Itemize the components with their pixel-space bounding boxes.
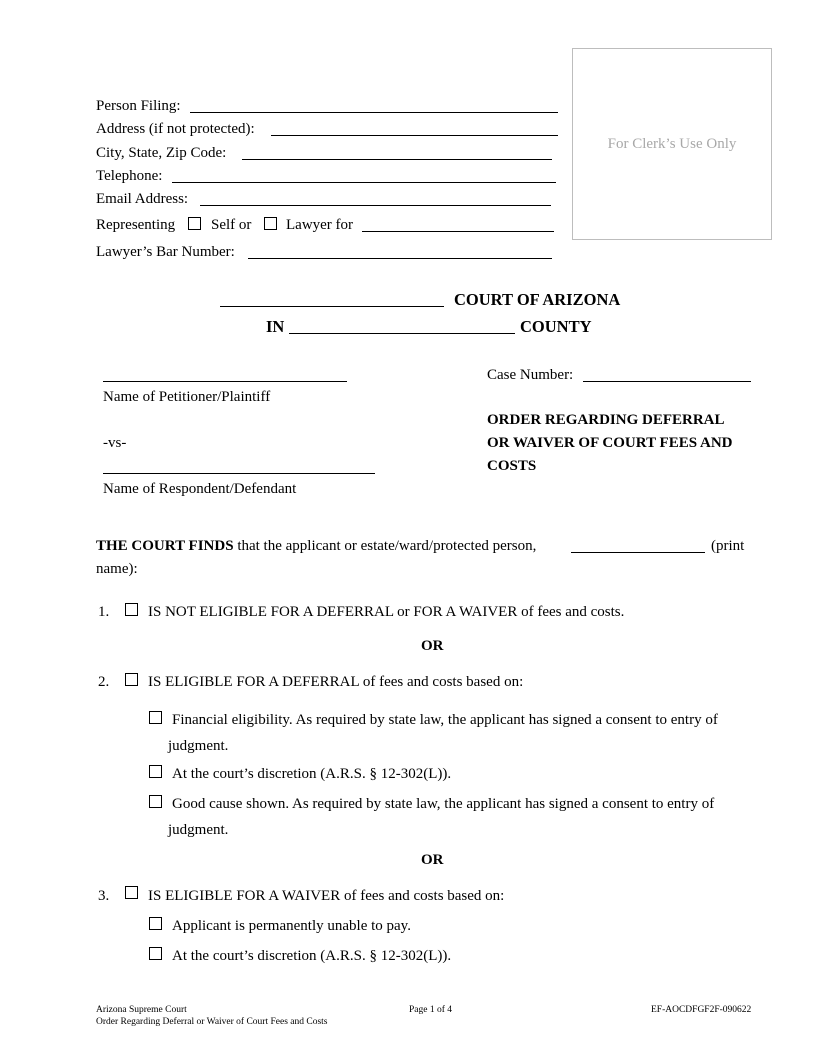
- item3-checkbox[interactable]: [125, 886, 138, 899]
- email-label: Email Address:: [96, 191, 189, 207]
- clerk-use-box: [572, 48, 772, 240]
- print-label: (print: [711, 538, 745, 554]
- bar-number-label: Lawyer’s Bar Number:: [96, 244, 235, 260]
- court-finds-line: [96, 538, 536, 555]
- clerk-use-label: For Clerk’s Use Only: [607, 135, 737, 152]
- item3-opt1-text: Applicant is permanently unable to pay.: [172, 918, 411, 934]
- email-field[interactable]: [200, 205, 551, 206]
- title-line3: COSTS: [487, 458, 537, 474]
- self-checkbox[interactable]: [188, 217, 201, 230]
- item3-opt1-checkbox[interactable]: [149, 917, 162, 930]
- respondent-label: Name of Respondent/Defendant: [103, 481, 297, 497]
- item2-opt1-text: Financial eligibility. As required by state law, the applicant has signed a consent to entry of: [172, 712, 718, 728]
- title-line2: OR WAIVER OF COURT FEES AND: [487, 435, 733, 451]
- footer-form-code: EF-AOCDFGF2F-090622: [651, 1005, 752, 1015]
- item3-number: 3.: [98, 888, 110, 904]
- or-separator-1: OR: [421, 638, 444, 654]
- court-finds-lead: THE COURT FINDS: [96, 538, 234, 554]
- petitioner-label: Name of Petitioner/Plaintiff: [103, 389, 271, 405]
- footer-court: Arizona Supreme Court: [96, 1005, 187, 1015]
- vs-label: -vs-: [103, 435, 127, 451]
- city-state-zip-field[interactable]: [242, 159, 552, 160]
- lawyer-for-field[interactable]: [362, 231, 554, 232]
- item2-opt2-text: At the court’s discretion (A.R.S. § 12-302(L)).: [172, 766, 452, 782]
- court-finds-text: that the applicant or estate/ward/protected person,: [237, 538, 537, 554]
- item2-opt2-checkbox[interactable]: [149, 765, 162, 778]
- item2-number: 2.: [98, 674, 110, 690]
- item2-opt3-checkbox[interactable]: [149, 795, 162, 808]
- item2-opt1-text-cont: judgment.: [168, 738, 229, 754]
- city-state-zip-label: City, State, Zip Code:: [96, 145, 227, 161]
- telephone-label: Telephone:: [96, 168, 163, 184]
- name-label: name):: [96, 561, 138, 577]
- court-of-arizona-heading: COURT OF ARIZONA: [454, 290, 621, 309]
- lawyer-for-label: Lawyer for: [286, 217, 354, 233]
- item3-opt2-checkbox[interactable]: [149, 947, 162, 960]
- telephone-field[interactable]: [172, 182, 556, 183]
- applicant-name-field[interactable]: [571, 552, 705, 553]
- title-line1: ORDER REGARDING DEFERRAL: [487, 412, 725, 428]
- item1-text: IS NOT ELIGIBLE FOR A DEFERRAL or FOR A WAIVER of fees and costs.: [148, 604, 625, 620]
- case-number-label: Case Number:: [487, 367, 574, 383]
- item2-opt3-text-cont: judgment.: [168, 822, 229, 838]
- lawyer-for-checkbox[interactable]: [264, 217, 277, 230]
- or-separator-2: OR: [421, 852, 444, 868]
- county-field[interactable]: [289, 333, 515, 334]
- petitioner-field[interactable]: [103, 381, 347, 382]
- item2-text: IS ELIGIBLE FOR A DEFERRAL of fees and costs based on:: [148, 674, 524, 690]
- respondent-field[interactable]: [103, 473, 375, 474]
- in-label: IN: [266, 317, 285, 336]
- item2-opt3-text: Good cause shown. As required by state law, the applicant has signed a consent to entry of: [172, 796, 715, 812]
- bar-number-field[interactable]: [248, 258, 552, 259]
- item1-number: 1.: [98, 604, 110, 620]
- item3-text: IS ELIGIBLE FOR A WAIVER of fees and costs based on:: [148, 888, 505, 904]
- footer-page-number: Page 1 of 4: [409, 1005, 453, 1015]
- person-filing-field[interactable]: [190, 112, 558, 113]
- court-name-field[interactable]: [220, 306, 444, 307]
- footer-form-title: Order Regarding Deferral or Waiver of Court Fees and Costs: [96, 1017, 328, 1027]
- county-label: COUNTY: [520, 317, 592, 336]
- item3-opt2-text: At the court’s discretion (A.R.S. § 12-302(L)).: [172, 948, 452, 964]
- item1-checkbox[interactable]: [125, 603, 138, 616]
- person-filing-label: Person Filing:: [96, 98, 181, 114]
- item2-opt1-checkbox[interactable]: [149, 711, 162, 724]
- address-label: Address (if not protected):: [96, 121, 255, 137]
- representing-label: Representing: [96, 217, 176, 233]
- self-or-label: Self or: [211, 217, 252, 233]
- item2-checkbox[interactable]: [125, 673, 138, 686]
- case-number-field[interactable]: [583, 381, 751, 382]
- address-field[interactable]: [271, 135, 558, 136]
